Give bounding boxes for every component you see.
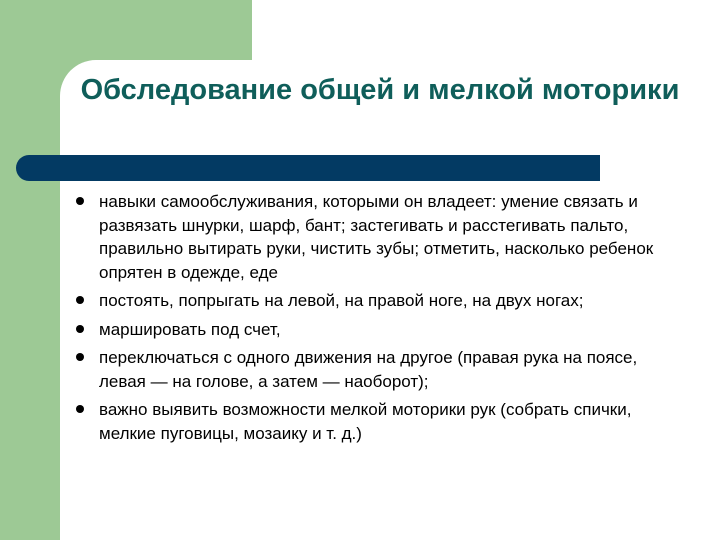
- bullet-icon: [76, 353, 84, 361]
- list-item: [76, 318, 666, 342]
- bullet-icon: [76, 405, 84, 413]
- bullet-icon: [76, 197, 84, 205]
- bullet-text: навыки самообслуживания, которыми он владеет: умение связать и развязать шнурки, шарф, бант; застегивать и расстегивать пальто, правильно вытирать руки, чистить зубы; отметить, насколько ребенок опрятен в одежде, еде: [99, 192, 654, 282]
- list-item: [76, 289, 666, 313]
- list-item: [76, 190, 666, 284]
- list-item: [76, 346, 666, 393]
- bullet-text: постоять, попрыгать на левой, на правой ноге, на двух ногах;: [99, 291, 584, 310]
- list-item: [76, 398, 666, 445]
- bullet-icon: [76, 325, 84, 333]
- bullet-list: [76, 190, 666, 450]
- bullet-text: важно выявить возможности мелкой моторики рук (собрать спички, мелкие пуговицы, мозаику и т. д.): [99, 400, 632, 443]
- slide-title: Обследование общей и мелкой моторики: [80, 74, 680, 106]
- bullet-text: переключаться с одного движения на другое (правая рука на поясе, левая — на голове, а затем — наоборот);: [99, 348, 638, 391]
- title-underline-bar: [16, 155, 600, 181]
- bullet-text: маршировать под счет,: [99, 319, 281, 339]
- bullet-icon: [76, 296, 84, 304]
